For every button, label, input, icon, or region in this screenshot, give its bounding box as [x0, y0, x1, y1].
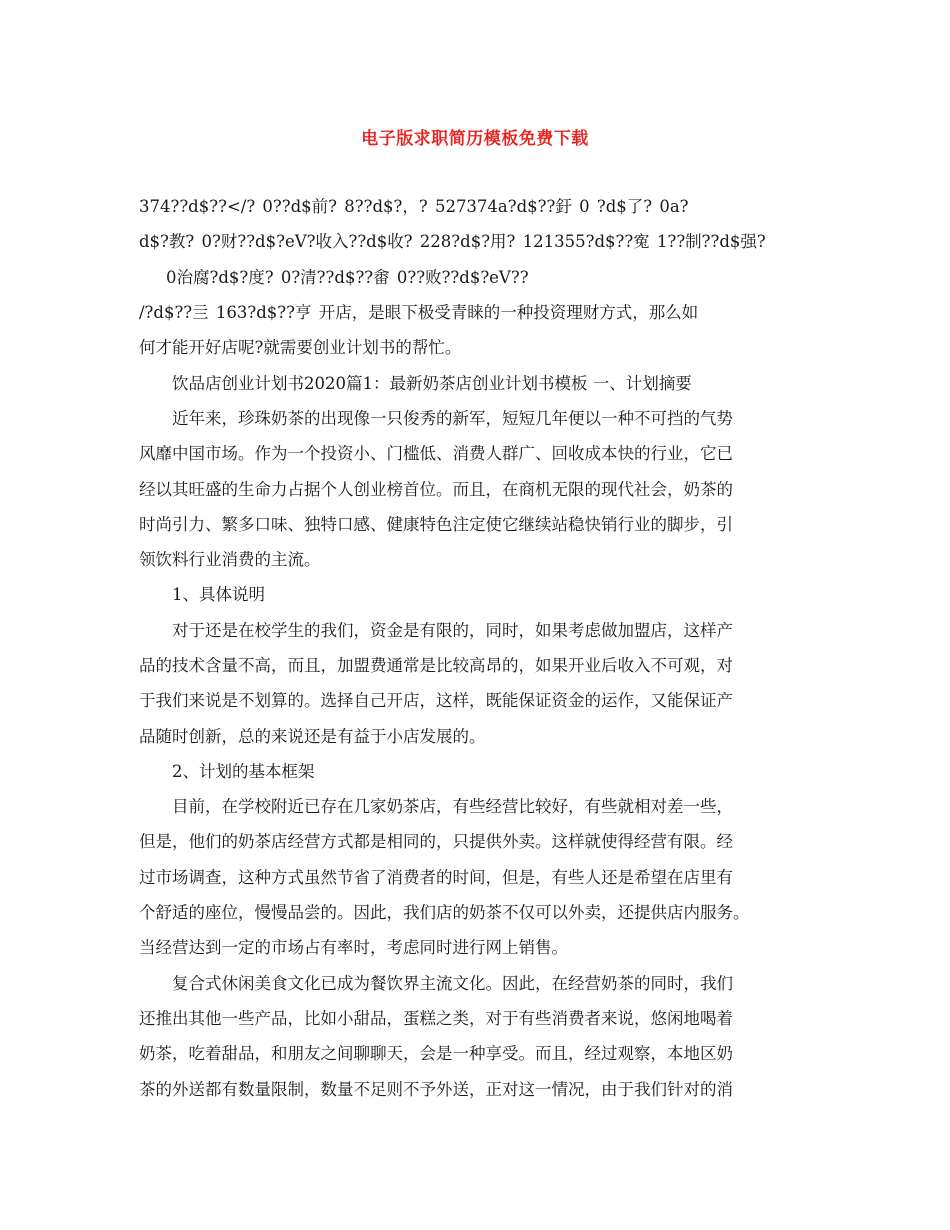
text-line-26: 茶的外送都有数量限制，数量不足则不予外送，正对这一情况，由于我们针对的消	[139, 1080, 733, 1099]
section-heading-1: 1、具体说明	[172, 585, 265, 604]
section-heading-2: 2、计划的基本框架	[172, 762, 315, 781]
text-line-23: 复合式休闲美食文化已成为餐饮界主流文化。因此，在经营奶茶的同时，我们	[172, 974, 733, 993]
text-line-19: 但是，他们的奶茶店经营方式都是相同的，只提供外卖。这样就使得经营有限。经	[139, 832, 733, 851]
text-line-25: 奶茶，吃着甜品，和朋友之间聊聊天，会是一种享受。而且，经过观察，本地区奶	[139, 1044, 733, 1063]
text-line-8: 风靡中国市场。作为一个投资小、门槛低、消费人群广、回收成本快的行业，它已	[139, 444, 733, 463]
text-line-15: 于我们来说是不划算的。选择自己开店，这样，既能保证资金的运作，又能保证产	[139, 691, 733, 710]
text-line-16: 品随时创新，总的来说还是有益于小店发展的。	[139, 727, 486, 746]
text-line-21: 个舒适的座位，慢慢品尝的。因此，我们店的奶茶不仅可以外卖，还提供店内服务。	[139, 903, 750, 922]
document-title: 电子版求职简历模板免费下载	[361, 129, 589, 149]
text-line-18: 目前，在学校附近已存在几家奶茶店，有些经营比较好，有些就相对差一些，	[172, 797, 733, 816]
text-line-5: 何才能开好店呢?就需要创业计划书的帮忙。	[139, 338, 462, 357]
text-line-9: 经以其旺盛的生命力占据个人创业榜首位。而且，在商机无限的现代社会，奶茶的	[139, 480, 733, 499]
text-line-22: 当经营达到一定的市场占有率时，考虑同时进行网上销售。	[139, 938, 568, 957]
text-line-2: d$?教? 0?财??d$?eV?收入??d$收? 228?d$?用? 121355?d$??寃 1??制??d$强?	[139, 232, 766, 251]
text-line-11: 领饮料行业消费的主流。	[139, 550, 321, 569]
text-line-13: 对于还是在校学生的我们，资金是有限的，同时，如果考虑做加盟店，这样产	[172, 621, 733, 640]
text-line-1: 374??d$??</? 0??d$前? 8??d$?，? 527374a?d$??釪 0 ?d$了? 0a?	[139, 197, 689, 216]
text-line-14: 品的技术含量不高，而且，加盟费通常是比较高昂的，如果开业后收入不可观，对	[139, 656, 733, 675]
section-heading-plan: 饮品店创业计划书2020篇1：最新奶茶店创业计划书模板 一、计划摘要	[172, 374, 692, 393]
text-line-3: 0治腐?d$?度? 0?清??d$??畬 0??败??d$?eV??	[166, 268, 529, 287]
text-line-20: 过市场调查，这种方式虽然节省了消费者的时间，但是，有些人还是希望在店里有	[139, 868, 733, 887]
text-line-4: /?d$??亖 163?d$??亨 开店，是眼下极受青睐的一种投资理财方式，那么如	[139, 303, 699, 322]
text-line-10: 时尚引力、繁多口味、独特口感、健康特色注定使它继续站稳快销行业的脚步，引	[139, 515, 733, 534]
text-line-24: 还推出其他一些产品，比如小甜品，蛋糕之类，对于有些消费者来说，悠闲地喝着	[139, 1009, 733, 1028]
text-line-7: 近年来，珍珠奶茶的出现像一只俊秀的新军，短短几年便以一种不可挡的气势	[172, 409, 733, 428]
